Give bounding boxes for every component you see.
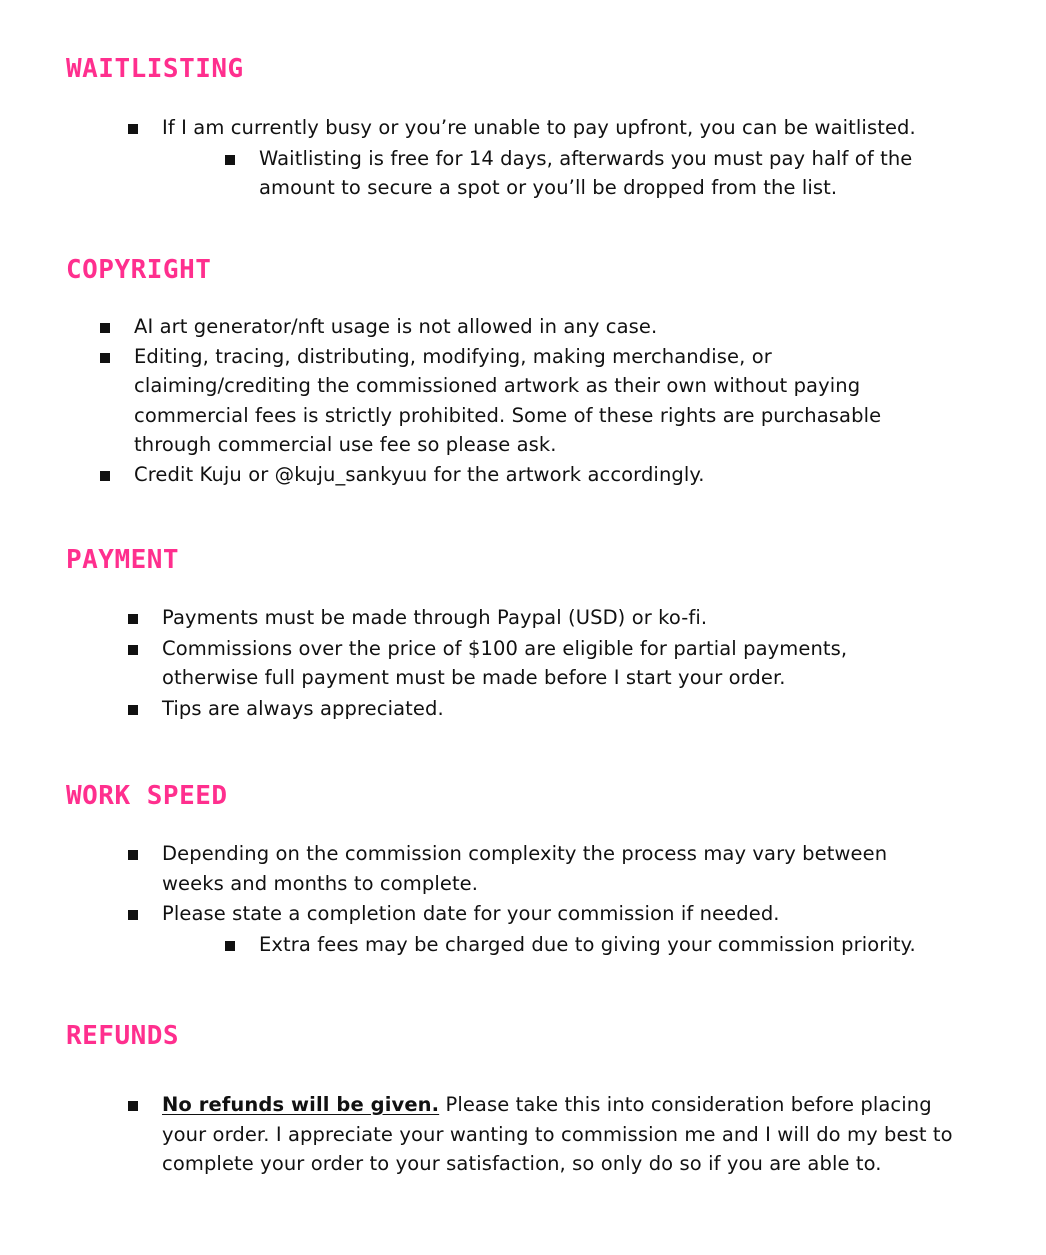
square-bullet-icon: [128, 850, 138, 860]
square-bullet-icon: [128, 645, 138, 655]
work-speed-list: [128, 839, 968, 959]
square-bullet-icon: [100, 353, 110, 363]
square-bullet-icon: [128, 1101, 138, 1111]
square-bullet-icon: [128, 614, 138, 624]
list-item: Please state a completion date for your commission if needed.: [128, 899, 968, 929]
section-heading-copyright: COPYRIGHT: [66, 255, 212, 285]
waitlisting-list: [128, 113, 968, 203]
payment-list: [128, 603, 968, 723]
refunds-list: [128, 1090, 968, 1179]
no-refunds-emphasis: No refunds will be given.: [162, 1093, 440, 1116]
list-item: Depending on the commission complexity the process may vary between weeks and months to complete.: [128, 839, 968, 898]
copyright-list: [100, 312, 940, 489]
list-item: Credit Kuju or @kuju_sankyuu for the artwork accordingly.: [100, 460, 940, 490]
list-item: If I am currently busy or you’re unable to pay upfront, you can be waitlisted.: [128, 113, 968, 143]
list-item: Editing, tracing, distributing, modifying, making merchandise, or claiming/crediting the commissioned artwork as their own without paying commercial fees is strictly prohibited. Some of these rights are purchasable through commercial use fee so please ask.: [100, 342, 940, 460]
square-bullet-icon: [100, 323, 110, 333]
square-bullet-icon: [100, 471, 110, 481]
list-item: Payments must be made through Paypal (USD) or ko-fi.: [128, 603, 968, 633]
section-heading-payment: PAYMENT: [66, 545, 180, 575]
square-bullet-icon: [225, 941, 235, 951]
list-item: Commissions over the price of $100 are eligible for partial payments, otherwise full payment must be made before I start your order.: [128, 634, 968, 693]
section-heading-refunds: REFUNDS: [66, 1021, 180, 1051]
section-heading-work-speed: WORK SPEED: [66, 781, 228, 811]
square-bullet-icon: [128, 705, 138, 715]
list-item-nested: Extra fees may be charged due to giving your commission priority.: [128, 930, 968, 960]
square-bullet-icon: [128, 124, 138, 134]
list-item: Tips are always appreciated.: [128, 694, 968, 724]
refunds-text: Please take this into consideration before placing your order. I appreciate your wanting to commission me and I will do my best to complete your order to your satisfaction, so only do so if you are able to.: [162, 1093, 953, 1175]
square-bullet-icon: [128, 910, 138, 920]
section-heading-waitlisting: WAITLISTING: [66, 54, 244, 84]
list-item: [128, 1090, 968, 1179]
square-bullet-icon: [225, 155, 235, 165]
list-item-nested: Waitlisting is free for 14 days, afterwards you must pay half of the amount to secure a spot or you’ll be dropped from the list.: [128, 144, 968, 203]
list-item: AI art generator/nft usage is not allowed in any case.: [100, 312, 940, 342]
